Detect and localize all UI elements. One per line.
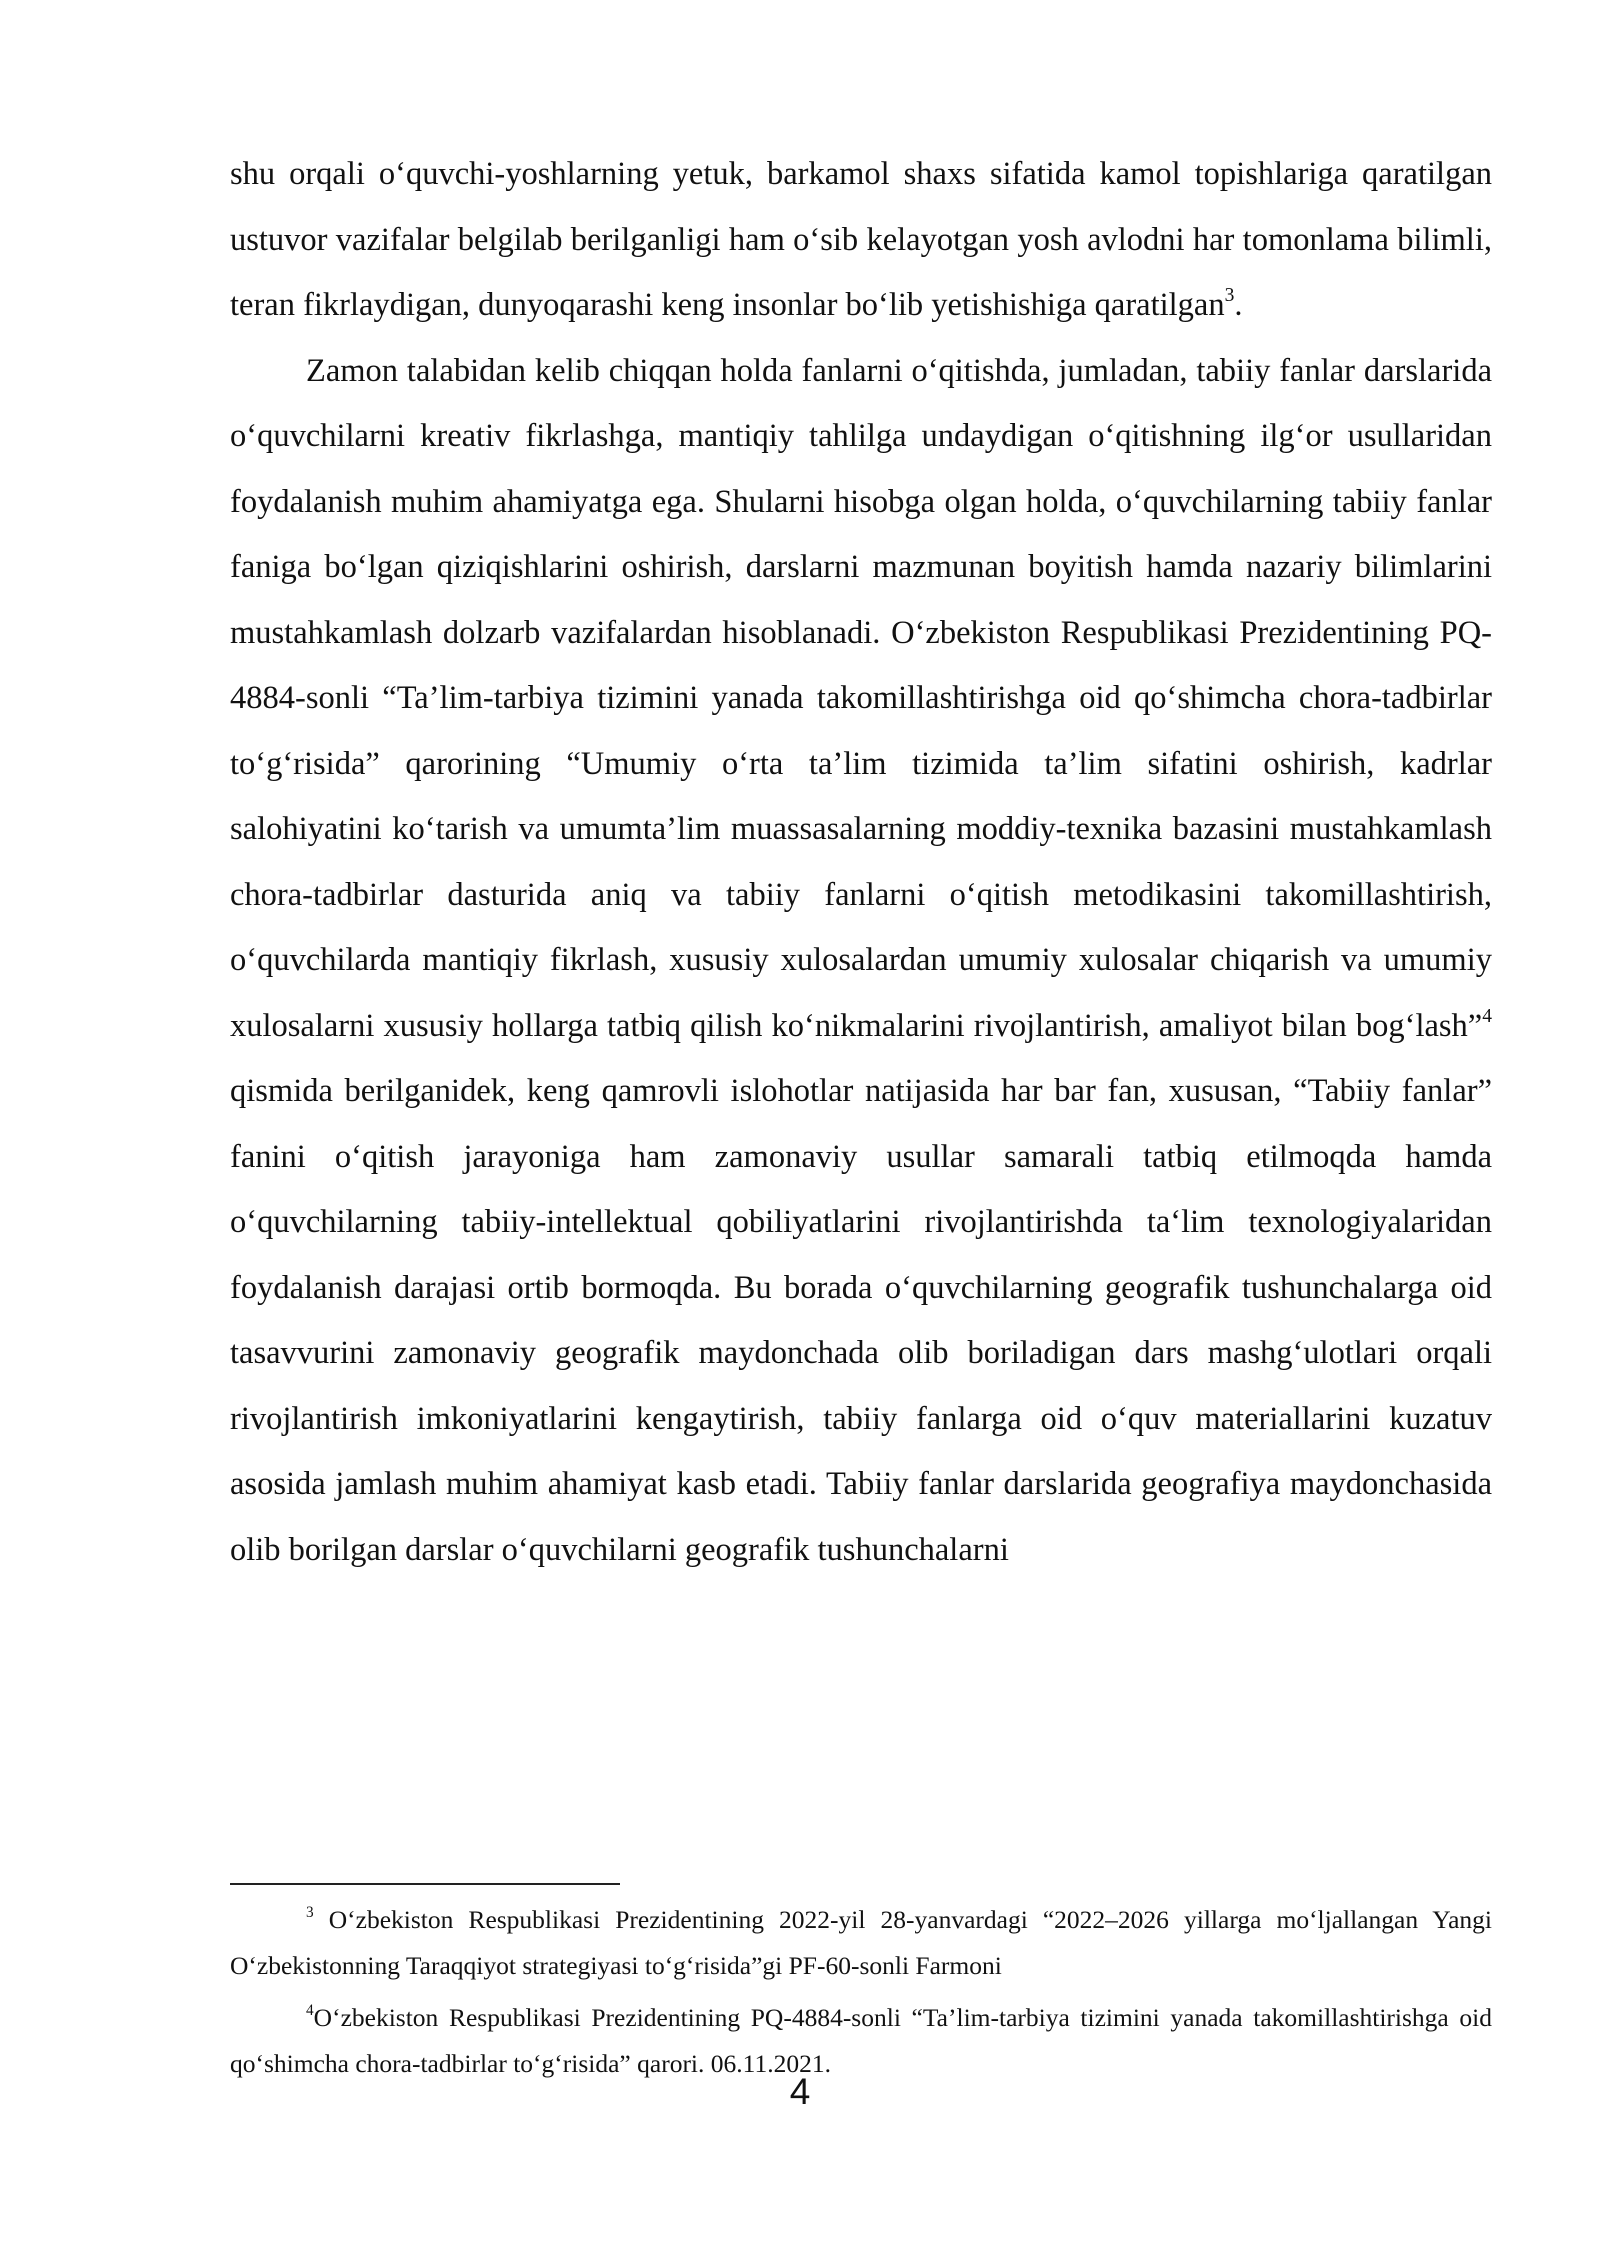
page-number: 4: [789, 2071, 811, 2112]
paragraph-2-text-part-2: qismida berilganidek, keng qamrovli islohotlar natijasida har bar fan, xususan, “Tabiiy fanlar” fanini oʻqitish jarayoniga ham zamonaviy usullar samarali tatbiq etilmoqda hamda oʻquvchilarning tabiiy-intellektual qobiliyatlarini rivojlantirishda taʻlim texnologiyalaridan foydalanish darajasi ortib bormoqda. Bu borada oʻquvchilarning geografik tushunchalarga oid tasavvurini zamonaviy geografik maydonchada olib boriladigan dars mashgʻulotlari orqali rivojlantirish imkoniyatlarini kengaytirish, tabiiy fanlarga oid oʻquv materiallarini kuzatuv asosida jamlash muhim ahamiyat kasb etadi. Tabiiy fanlar darslarida geografiya maydonchasida olib borilgan darslar oʻquvchilarni geografik tushunchalarni: [230, 1073, 1492, 1568]
footnote-marker-3: 3: [306, 1903, 314, 1921]
footnote-4-text: Oʻzbekiston Respublikasi Prezidentining PQ-4884-sonli “Ta’lim-tarbiya tizimini yanada takomillashtirishga oid qoʻshimcha chora-tadbirlar toʻgʻrisida” qarori. 06.11.2021.: [230, 2003, 1492, 2078]
body-text: [230, 142, 1492, 1583]
footnotes: [230, 1897, 1492, 2087]
paragraph-2: [230, 339, 1492, 1584]
footnote-3: [230, 1897, 1492, 1989]
paragraph-2-text-part-1: Zamon talabidan kelib chiqqan holda fanlarni oʻqitishda, jumladan, tabiiy fanlar darslarida oʻquvchilarni kreativ fikrlashga, mantiqiy tahlilga undaydigan oʻqitishning ilgʻor usullaridan foydalanish muhim ahamiyatga ega. Shularni hisobga olgan holda, oʻquvchilarning tabiiy fanlar faniga boʻlgan qiziqishlarini oshirish, darslarni mazmunan boyitish hamda nazariy bilimlarini mustahkamlash dolzarb vazifalardan hisoblanadi. Oʻzbekiston Respublikasi Prezidentining PQ-4884-sonli “Ta’lim-tarbiya tizimini yanada takomillashtirishga oid qoʻshimcha chora-tadbirlar toʻgʻrisida” qarorining “Umumiy oʻrta ta’lim tizimida ta’lim sifatini oshirish, kadrlar salohiyatini koʻtarish va umumta’lim muassasalarning moddiy-texnika bazasini mustahkamlash chora-tadbirlar dasturida aniq va tabiiy fanlarni oʻqitish metodikasini takomillashtirish, oʻquvchilarda mantiqiy fikrlash, xususiy xulosalardan umumiy xulosalar chiqarish va umumiy xulosalarni xususiy hollarga tatbiq qilish koʻnikmalarini rivojlantirish, amaliyot bilan bogʻlash”: [230, 352, 1492, 1044]
paragraph-1: [230, 142, 1492, 339]
footnote-ref-3[interactable]: 3: [1224, 285, 1235, 307]
paragraph-1-text: shu orqali oʻquvchi-yoshlarning yetuk, barkamol shaxs sifatida kamol topishlariga qaratilgan ustuvor vazifalar belgilab berilganligi ham oʻsib kelayotgan yosh avlodni har tomonlama bilimli, teran fikrlaydigan, dunyoqarashi keng insonlar boʻlib yetishishiga qaratilgan: [230, 156, 1492, 323]
footnote-ref-4[interactable]: 4: [1482, 1005, 1492, 1027]
footnote-marker-4: 4: [306, 2001, 314, 2019]
paragraph-1-tail: .: [1234, 287, 1243, 323]
footnote-separator: [230, 1883, 620, 1885]
footnote-3-text: Oʻzbekiston Respublikasi Prezidentining 2022-yil 28-yanvardagi “2022–2026 yillarga moʻljallangan Yangi Oʻzbekistonning Taraqqiyot strategiyasi toʻgʻrisida”gi PF-60-sonli Farmoni: [230, 1905, 1492, 1980]
